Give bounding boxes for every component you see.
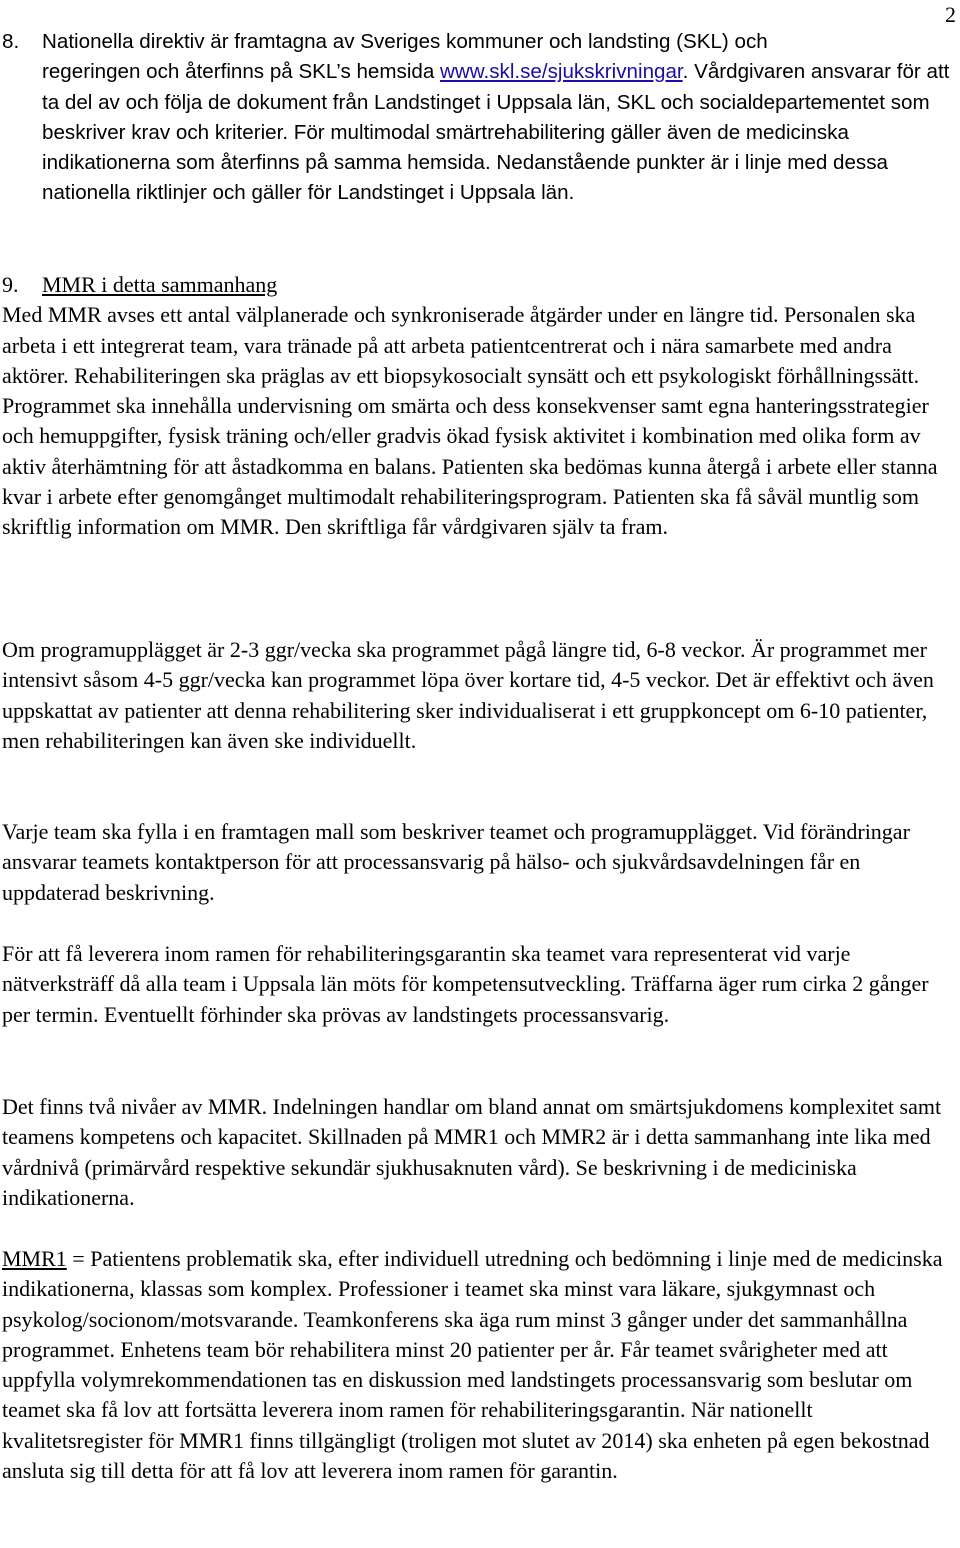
item8-rest: ansvarar för att ta del av och följa de dokument från Landstinget i Uppsala län, SKL och socialdepartementet som beskriver krav och kriterier. För multimodal smärtrehabilitering gäller även de medicinska indikationerna som återfinns på samma hemsida. Nedanstående punkter är i linje med dessa nationella riktlinjer och gäller för Landstinget i Uppsala län. — [42, 60, 950, 205]
page-number: 2 — [945, 2, 956, 27]
list-body — [42, 27, 960, 209]
paragraph-text — [2, 1244, 958, 1486]
list-item-9 — [2, 270, 958, 543]
section-body: Med MMR avses ett antal välplanerade och synkroniserade åtgärder under en längre tid. Personalen ska arbeta i ett integrerat team, vara tränade på att arbeta patientcentrerat och i nära samarbete med andra aktörer. Rehabiliteringen ska präglas av ett biopsykosocialt synsätt och ett psykologiskt förhållningssätt. Programmet ska innehålla undervisning om smärta och dess konsekvenser samt egna hanteringsstrategier och hemuppgifter, fysisk träning och/eller gradvis ökad fysisk aktivitet i kombination med olika form av aktiv återhämtning för att åstadkomma en balans. Patienten ska bedömas kunna återgå i arbete eller stanna kvar i arbete efter genomgånget multimodalt rehabiliteringsprogram. Patienten ska få såväl muntlig som skriftlig information om MMR. Den skriftliga får vårdgivaren själv ta fram. — [2, 302, 938, 540]
sjukskrivningar-link[interactable]: www.skl.se/sjukskrivningar — [440, 60, 683, 84]
list-number: 8. — [2, 30, 20, 53]
paragraph-mmr-levels — [2, 1092, 958, 1213]
item8-line2-post: . Vårdgivaren — [682, 60, 806, 84]
paragraph-mmr1 — [2, 1244, 958, 1486]
paragraph-text: Om programupplägget är 2-3 ggr/vecka ska programmet pågå längre tid, 6-8 veckor. Är programmet mer intensivt såsom 4-5 ggr/vecka kan programmet löpa över kortare tid, 4-5 veckor. Det är effektivt och även uppskattat av patienter att denna rehabilitering sker individualiserat i ett gruppkoncept om 6-10 patienter, men rehabiliteringen kan även ske individuellt. — [2, 637, 934, 753]
paragraph-network-meetings — [2, 939, 958, 1030]
paragraph-team-template — [2, 817, 958, 908]
section-heading: MMR i detta sammanhang — [42, 272, 278, 297]
list-number: 9. — [2, 272, 19, 297]
paragraph-text: Det finns två nivåer av MMR. Indelningen handlar om bland annat om smärtsjukdomens komplexitet samt teamens kompetens och kapacitet. Skillnaden på MMR1 och MMR2 är i detta sammanhang inte lika med vårdnivå (primärvård respektive sekundär sjukhusaknuten vård). Se beskrivning i de mediciniska indikationerna. — [2, 1094, 942, 1210]
paragraph-program-length — [2, 635, 958, 756]
paragraph-text: För att få leverera inom ramen för rehabiliteringsgarantin ska teamet vara representerat vid varje nätverksträff då alla team i Uppsala län möts för kompetensutveckling. Träffarna äger rum cirka 2 gånger per termin. Eventuellt förhinder ska prövas av landstingets processansvarig. — [2, 941, 929, 1027]
paragraph-text: Varje team ska fylla i en framtagen mall som beskriver teamet och programupplägget. Vid förändringar ansvarar teamets kontaktperson för att processansvarig på hälso- och sjukvårdsavdelningen får en uppdaterad beskrivning. — [2, 819, 910, 905]
mmr1-definition: = Patientens problematik ska, efter individuell utredning och bedömning i linje med de medicinska indikationerna, klassas som komplex. Professioner i teamet ska minst vara läkare, sjukgymnast och psykolog/socionom/motsvarande. Teamkonferens ska äga rum minst 3 gånger under det sammanhållna programmet. Enhetens team bör rehabilitera minst 20 patienter per år. Får teamet svårigheter med att uppfylla volymrekommendationen tas en diskussion med landstingets processansvarig som beslutar om teamet ska få lov att fortsätta leverera inom ramen för rehabiliteringsgarantin. När nationellt kvalitetsregister för MMR1 finns tillgängligt (troligen mot slutet av 2014) ska enheten på egen bekostnad ansluta sig till detta för att få lov att leverera inom ramen för garantin. — [2, 1246, 943, 1484]
item8-line2-pre: regeringen och återfinns på SKL’s hemsida — [42, 60, 441, 84]
mmr1-term: MMR1 — [2, 1246, 67, 1271]
item8-line1: Nationella direktiv är framtagna av Sveriges kommuner och landsting (SKL) och — [42, 30, 768, 53]
list-item-8 — [2, 27, 958, 209]
